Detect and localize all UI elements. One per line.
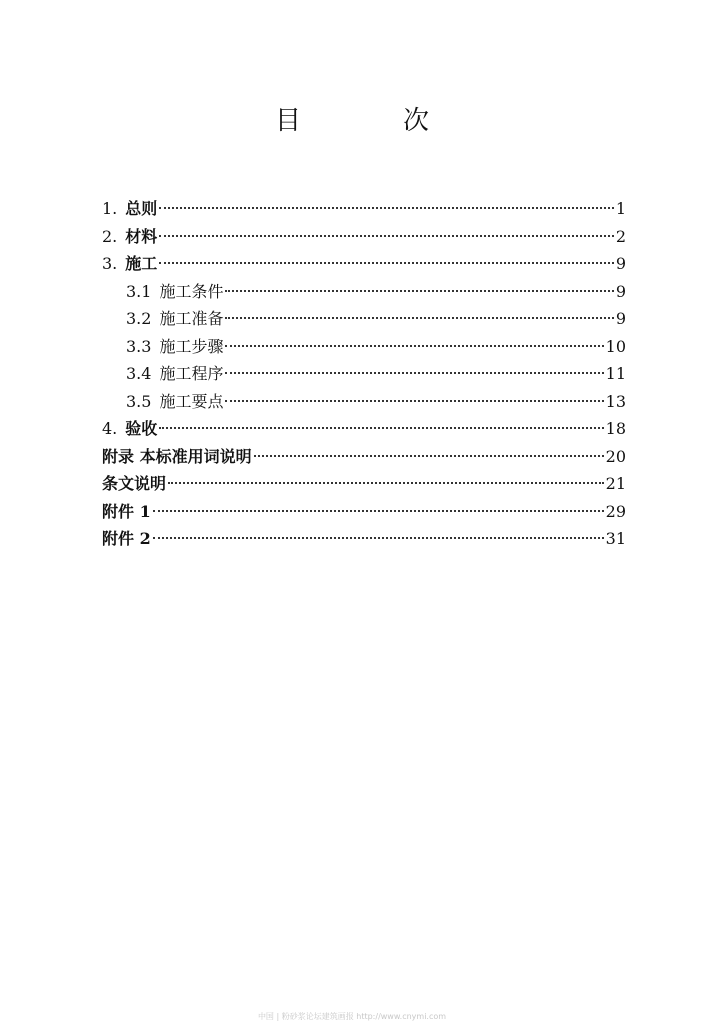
toc-entry-label: 施工步骤 — [159, 336, 224, 356]
toc-entry-page: 21 — [605, 474, 626, 493]
toc-entry-page: 11 — [605, 364, 626, 383]
toc-entry-label: 材料 — [125, 226, 158, 246]
toc-entry-page: 2 — [615, 226, 626, 246]
toc-entry-label: 附件 1 — [102, 501, 151, 521]
toc-entry-label: 总则 — [125, 199, 158, 218]
toc-entry — [102, 499, 626, 527]
toc-entry-number: 3.2 — [126, 309, 152, 328]
toc-entry-page: 18 — [605, 419, 626, 438]
toc-entry-label: 施工要点 — [159, 391, 224, 411]
toc-entry — [102, 471, 626, 499]
toc-entry — [102, 416, 626, 444]
toc-entry-number: 3.4 — [126, 364, 152, 383]
table-of-contents — [102, 196, 626, 554]
toc-leader-dots — [153, 510, 604, 512]
toc-entry-label: 施工条件 — [159, 281, 224, 301]
toc-entry-page: 9 — [615, 254, 626, 273]
toc-entry — [102, 361, 626, 389]
toc-entry-number: 3.1 — [126, 281, 152, 301]
toc-entry-page: 10 — [605, 336, 626, 356]
toc-leader-dots — [225, 345, 603, 347]
toc-entry-page: 29 — [605, 501, 626, 521]
toc-entry-number: 3. — [102, 254, 118, 273]
toc-entry-number: 3.3 — [126, 336, 152, 356]
toc-entry — [102, 334, 626, 362]
toc-entry-page: 9 — [615, 309, 626, 328]
toc-entry-label: 附件 2 — [102, 529, 151, 548]
toc-leader-dots — [159, 427, 603, 429]
toc-entry — [102, 444, 626, 472]
toc-entry-number: 2. — [102, 226, 118, 246]
toc-entry-label: 验收 — [125, 419, 158, 438]
toc-entry-page: 9 — [615, 281, 626, 301]
toc-entry-page: 1 — [615, 199, 626, 218]
toc-entry-label: 附录 本标准用词说明 — [102, 446, 252, 466]
toc-entry — [102, 306, 626, 334]
toc-entry-page: 20 — [605, 446, 626, 466]
toc-entry — [102, 196, 626, 224]
toc-leader-dots — [159, 235, 614, 237]
toc-entry — [102, 389, 626, 417]
toc-entry-number: 4. — [102, 419, 118, 438]
toc-entry — [102, 224, 626, 252]
toc-leader-dots — [254, 455, 604, 457]
toc-entry-page: 31 — [605, 529, 626, 548]
toc-entry-page: 13 — [605, 391, 626, 411]
toc-leader-dots — [153, 537, 604, 539]
toc-entry-number: 3.5 — [126, 391, 152, 411]
toc-leader-dots — [225, 400, 603, 402]
footer-watermark: 中国 | 粉砂浆论坛建筑画报 http://www.cnymi.com — [257, 1012, 447, 1021]
toc-leader-dots — [225, 372, 603, 374]
toc-entry-label: 施工程序 — [159, 364, 224, 383]
toc-entry-label: 施工 — [125, 254, 158, 273]
toc-leader-dots — [225, 317, 613, 319]
toc-leader-dots — [225, 290, 613, 292]
toc-leader-dots — [159, 262, 614, 264]
toc-entry-label: 条文说明 — [102, 474, 167, 493]
toc-leader-dots — [168, 482, 604, 484]
toc-leader-dots — [159, 207, 614, 209]
toc-entry — [102, 279, 626, 307]
toc-entry-label: 施工准备 — [159, 309, 224, 328]
page-title: 目 次 — [274, 106, 467, 136]
toc-entry-number: 1. — [102, 199, 118, 218]
toc-entry — [102, 526, 626, 554]
toc-entry — [102, 251, 626, 279]
